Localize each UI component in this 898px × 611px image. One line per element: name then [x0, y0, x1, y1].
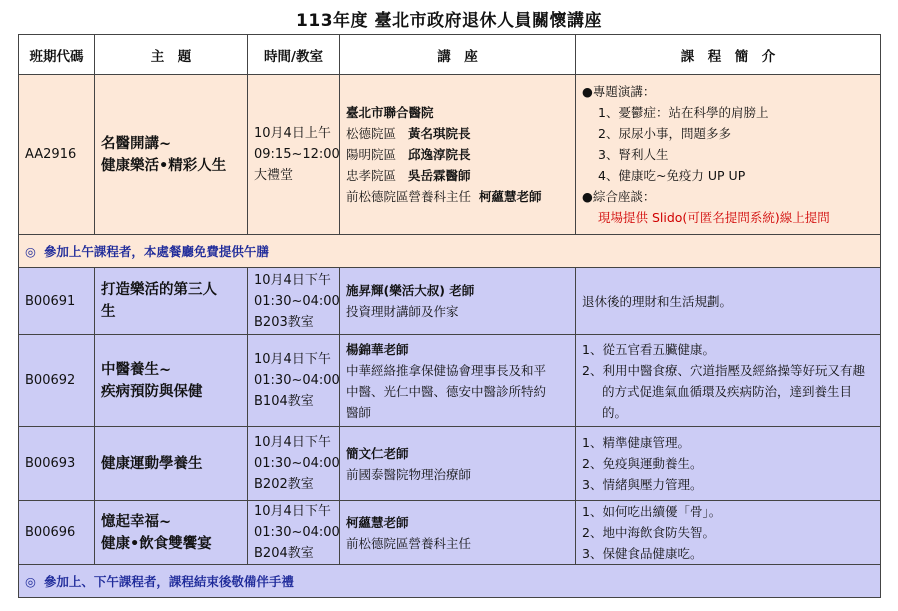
note-cell: [19, 565, 881, 598]
topic-line: 健康運動學養生: [101, 455, 203, 472]
time-date: 10月4日下午: [254, 352, 331, 367]
speaker-title: 中華經絡推拿保健協會理事長及和平: [346, 362, 547, 378]
speaker-line: [346, 144, 569, 165]
topic-line: 憶起幸福~: [101, 513, 172, 530]
intro-item: 3、保健食品健康吃。: [582, 546, 703, 561]
speaker-title: 中醫、光仁中醫、德安中醫診所特約: [346, 383, 547, 399]
speaker-name: 柯蘊慧老師: [346, 514, 409, 530]
course-time: [248, 427, 340, 501]
speaker-name: 施昇輝(樂活大叔) 老師: [346, 283, 475, 298]
course-topic: [95, 75, 248, 235]
intro-item: 2、尿尿小事，問題多多: [598, 126, 731, 141]
course-topic: [95, 335, 248, 427]
course-row-b00693: [19, 427, 881, 501]
intro-item: 1、如何吃出續優「骨」。: [582, 504, 722, 519]
time-date: 10月4日下午: [254, 272, 331, 288]
course-code: B00696: [19, 501, 95, 565]
header-row: [19, 35, 881, 75]
header-speaker: 講 座: [340, 35, 576, 75]
time-hours: 01:30~04:00: [254, 456, 340, 471]
speaker-name: 邱逸淳院長: [407, 147, 471, 162]
intro-item: 3、腎利人生: [598, 147, 669, 162]
note-row-gift: [19, 565, 881, 598]
course-time: [248, 501, 340, 565]
intro-heading: ●綜合座談：: [582, 189, 656, 204]
page-title: 113年度 臺北市政府退休人員關懷講座: [296, 11, 602, 31]
topic-line: 健康樂活•精彩人生: [101, 157, 227, 174]
speaker-branch: 陽明院區: [346, 147, 397, 162]
intro-item: 1、憂鬱症：站在科學的肩膀上: [598, 105, 769, 120]
course-speaker: [340, 501, 576, 565]
speaker-line: [346, 186, 569, 207]
intro-item: 3、情緒與壓力管理。: [582, 477, 703, 492]
course-code: B00691: [19, 268, 95, 335]
course-speaker: [340, 268, 576, 335]
course-speaker: [340, 75, 576, 235]
speaker-name: 吳岳霖醫師: [407, 168, 471, 183]
course-speaker: [340, 335, 576, 427]
course-row-b00691: [19, 268, 881, 335]
speaker-name: 黃名琪院長: [407, 126, 471, 141]
speaker-branch: 前松德院區營養科主任: [346, 189, 472, 204]
intro-item: 退休後的理財和生活規劃。: [582, 293, 733, 309]
course-code: AA2916: [19, 75, 95, 235]
topic-line: 名醫開講~: [101, 135, 172, 152]
time-hours: 09:15~12:00: [254, 147, 340, 162]
course-code: B00692: [19, 335, 95, 427]
intro-item: 2、免疫與運動養生。: [582, 456, 703, 471]
course-time: [248, 335, 340, 427]
course-row-b00696: [19, 501, 881, 565]
course-row-b00692: [19, 335, 881, 427]
course-topic: [95, 268, 248, 335]
intro-item: 2、利用中醫食療、穴道指壓及經絡操等好玩又有趣的方式促進氣血循環及疾病防治，達到養生目的。: [582, 362, 865, 420]
speaker-title: 醫師: [346, 404, 372, 420]
header-code: 班期代碼: [19, 35, 95, 75]
intro-item: 2、地中海飲食防失智。: [582, 525, 715, 540]
topic-line: 打造樂活的第三人: [101, 282, 217, 298]
course-code: B00693: [19, 427, 95, 501]
speaker-name: 簡文仁老師: [346, 445, 409, 461]
intro-item: 4、健康吃~免疫力 UP UP: [598, 168, 746, 183]
topic-line: 健康•飲食雙饗宴: [101, 535, 212, 552]
course-intro: [576, 427, 881, 501]
intro-item: 1、精準健康管理。: [582, 435, 690, 450]
intro-item: 1、從五官看五臟健康。: [582, 341, 715, 357]
time-room: B104教室: [254, 394, 314, 409]
speaker-name: 柯蘊慧老師: [478, 189, 542, 204]
intro-highlight: 現場提供 Slido(可匿名提問系統)線上提問: [598, 210, 830, 225]
course-intro: [576, 335, 881, 427]
speaker-name: 楊錦華老師: [346, 341, 409, 357]
topic-line: 疾病預防與保健: [101, 383, 203, 400]
course-speaker: [340, 427, 576, 501]
time-date: 10月4日上午: [254, 126, 331, 141]
course-time: [248, 75, 340, 235]
header-intro: 課 程 簡 介: [576, 35, 881, 75]
header-topic: 主 題: [95, 35, 248, 75]
speaker-hospital: 臺北市聯合醫院: [346, 105, 434, 120]
time-room: B204教室: [254, 546, 314, 561]
course-intro: [576, 75, 881, 235]
speaker-line: [346, 165, 569, 186]
note-row-lunch: [19, 235, 881, 268]
time-hours: 01:30~04:00: [254, 293, 340, 309]
speaker-title: 投資理財講師及作家: [346, 304, 459, 319]
speaker-title: 前松德院區營養科主任: [346, 535, 472, 551]
intro-heading: ●專題演講：: [582, 84, 656, 99]
course-schedule-table: [18, 34, 881, 598]
course-intro: [576, 268, 881, 335]
note-text: 參加上、下午課程者，課程結束後敬備伴手禮: [43, 574, 294, 589]
time-room: B202教室: [254, 477, 314, 492]
note-cell: [19, 235, 881, 268]
circle-mark-icon: ◎: [25, 574, 36, 589]
course-intro: [576, 501, 881, 565]
topic-line: 生: [101, 304, 116, 320]
speaker-line: [346, 123, 569, 144]
speaker-branch: 忠孝院區: [346, 168, 397, 183]
circle-mark-icon: ◎: [25, 244, 36, 259]
note-text: 參加上午課程者，本處餐廳免費提供午膳: [43, 244, 269, 259]
course-topic: [95, 501, 248, 565]
time-hours: 01:30~04:00: [254, 525, 340, 540]
time-date: 10月4日下午: [254, 435, 331, 450]
time-hours: 01:30~04:00: [254, 373, 340, 388]
time-date: 10月4日下午: [254, 504, 331, 519]
course-time: [248, 268, 340, 335]
header-time: 時間/教室: [248, 35, 340, 75]
course-topic: [95, 427, 248, 501]
speaker-title: 前國泰醫院物理治療師: [346, 466, 472, 482]
speaker-branch: 松德院區: [346, 126, 397, 141]
topic-line: 中醫養生~: [101, 361, 172, 378]
time-room: 大禮堂: [254, 168, 294, 183]
course-row-aa2916: [19, 75, 881, 235]
time-room: B203教室: [254, 314, 314, 330]
